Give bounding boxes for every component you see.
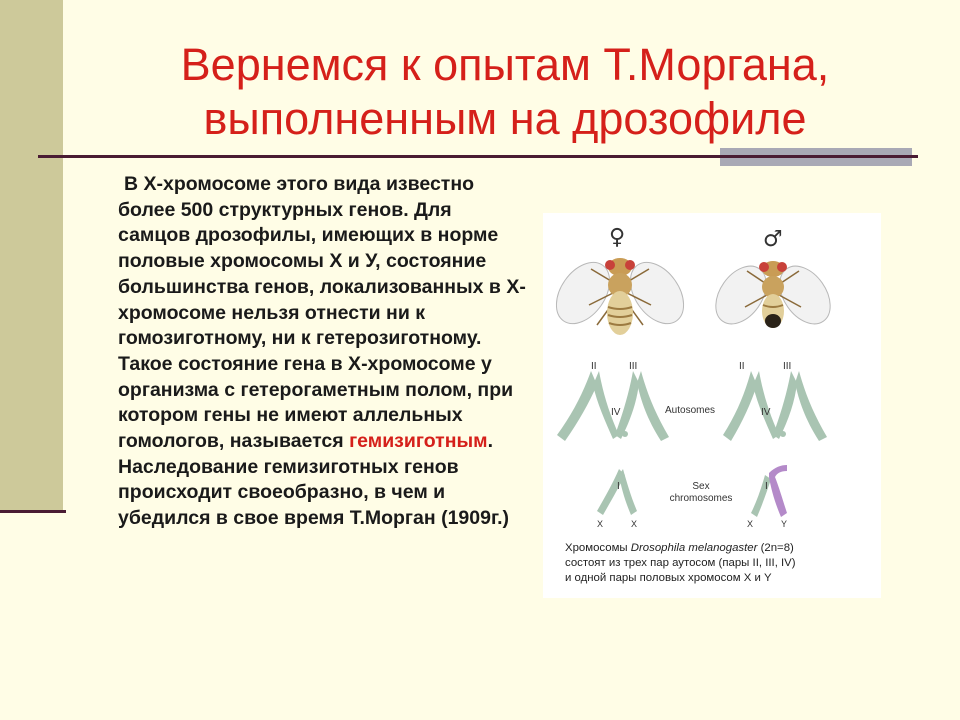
label-iv-female: IV [611,407,621,418]
caption-prefix: Хромосомы [565,542,631,554]
caption-suffix: (2n=8) [757,542,794,554]
female-autosomes [557,371,669,441]
female-symbol-icon: ♀ [609,225,626,250]
left-accent-bar [0,0,63,512]
caption-species: Drosophila melanogaster [630,542,758,554]
male-sex-chromosomes [751,465,787,517]
male-chromosome-iii-left [773,371,797,439]
title-line-1: Вернемся к опытам Т.Моргана, [180,39,830,90]
male-autosomes [723,371,827,441]
male-chromosome-iv-1 [778,420,784,426]
body-outro: . Наследование гемизиготных генов происходит своеобразно, в чем и убедился в свое время Т.Морган (1909г.) [118,430,510,530]
male-y-chromosome [769,465,787,517]
label-sex-line2: chromosomes [669,493,733,504]
female-chromosome-iv-1 [620,420,626,426]
female-chromosome-iv-2 [622,431,628,437]
female-chromosome-ii-left [557,371,597,441]
label-i-female: I [617,481,620,492]
male-chromosome-iv-2 [780,431,786,437]
label-i-male: I [765,481,768,492]
female-chromosome-iii-left [615,371,639,439]
male-symbol-icon: ♂ [763,227,783,252]
male-x-chromosome [751,475,771,517]
female-x-chromosome-2 [619,469,637,515]
figure-caption [565,541,875,586]
label-sex-chromosomes [661,481,741,505]
label-iii-male: III [783,361,792,372]
body-paragraph [118,172,528,532]
body-intro: В Х-хромосоме этого вида известно более 500 структурных генов. Для самцов дрозофилы, имеющих в норме половые хромосомы Х и У, состояние большинства генов, локализованных в Х-хромосоме нельзя отнести ни к гомозиготному, ни к гетерозиготному. Такое состояние гена в Х-хромосоме у организма с гетерогаметным полом, при котором гены не имеют аллельных гомологов, называется [118,173,526,453]
label-y-male: Y [781,519,788,529]
caption-line-2: состоят из трех пар аутосом (пары II, III, IV) [565,557,796,569]
female-fly-illustration [545,253,694,335]
label-x-female-2: X [631,519,638,529]
title-line-2: выполненным на дрозофиле [203,93,807,144]
label-x-male: X [747,519,754,529]
slide-title [70,38,940,146]
label-sex-line1: Sex [692,481,710,492]
label-iii-female: III [629,361,638,372]
left-accent-line [0,510,66,513]
caption-line-1 [565,541,875,556]
caption-line-3: и одной пары половых хромосом Х и Y [565,572,772,584]
male-chromosome-iii-right [795,371,827,441]
label-ii-female: II [591,361,597,372]
male-chromosome-ii-right [753,371,779,439]
title-rule [38,155,918,158]
female-sex-chromosomes [597,469,637,515]
female-chromosome-ii-right [593,371,619,439]
label-x-female-1: X [597,519,604,529]
hemizygous-term: гемизиготным [349,430,488,453]
label-iv-male: IV [761,407,771,418]
drosophila-chromosome-figure [543,213,881,598]
label-ii-male: II [739,361,745,372]
label-autosomes: Autosomes [665,405,716,416]
male-chromosome-ii-left [723,371,757,441]
male-fly-illustration [705,257,840,334]
